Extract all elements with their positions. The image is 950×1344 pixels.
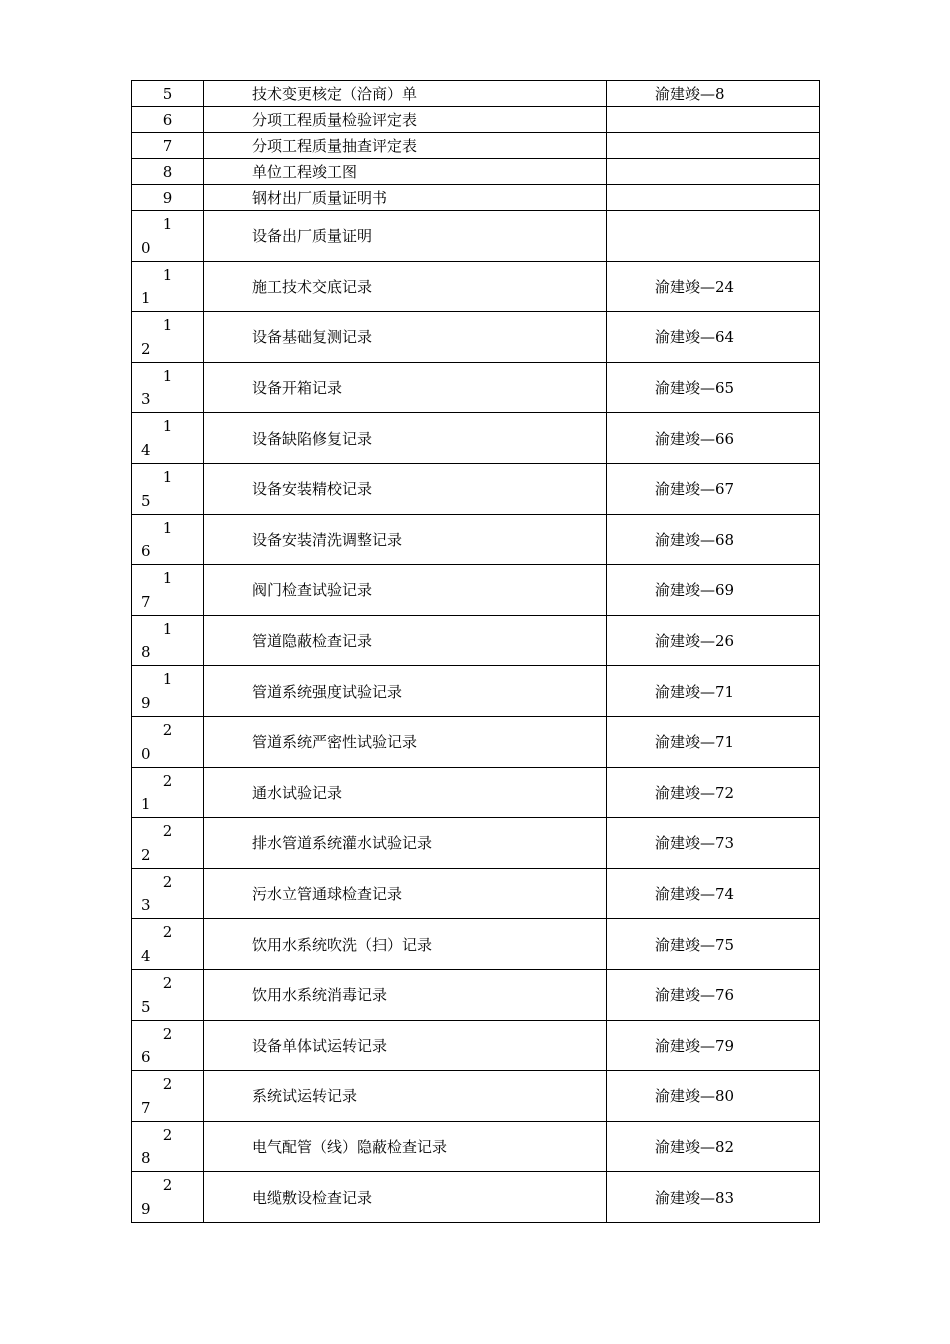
- row-number: 2 7: [132, 1071, 204, 1122]
- row-number: 1 4: [132, 413, 204, 464]
- form-code: 渝建竣—71: [607, 666, 820, 717]
- row-number: 2 3: [132, 868, 204, 919]
- document-name: 设备缺陷修复记录: [204, 413, 607, 464]
- row-number: 8: [132, 159, 204, 185]
- document-name: 排水管道系统灌水试验记录: [204, 818, 607, 869]
- document-name: 设备安装清洗调整记录: [204, 514, 607, 565]
- form-code: 渝建竣—83: [607, 1172, 820, 1223]
- document-name: 电气配管（线）隐蔽检查记录: [204, 1121, 607, 1172]
- table-row: [132, 969, 820, 1020]
- row-number: 2 1: [132, 767, 204, 818]
- form-code: 渝建竣—24: [607, 261, 820, 312]
- row-number: 2 6: [132, 1020, 204, 1071]
- table-row: [132, 185, 820, 211]
- row-number: 6: [132, 107, 204, 133]
- document-name: 设备安装精校记录: [204, 463, 607, 514]
- form-code: 渝建竣—71: [607, 716, 820, 767]
- document-name: 设备基础复测记录: [204, 312, 607, 363]
- form-code: 渝建竣—80: [607, 1071, 820, 1122]
- table-row: [132, 413, 820, 464]
- form-code: 渝建竣—79: [607, 1020, 820, 1071]
- document-name: 管道隐蔽检查记录: [204, 615, 607, 666]
- row-number: 1 8: [132, 615, 204, 666]
- table-row: [132, 868, 820, 919]
- form-code: 渝建竣—65: [607, 362, 820, 413]
- document-name: 污水立管通球检查记录: [204, 868, 607, 919]
- form-code: 渝建竣—64: [607, 312, 820, 363]
- document-name: 技术变更核定（洽商）单: [204, 81, 607, 107]
- form-code: 渝建竣—72: [607, 767, 820, 818]
- form-code: [607, 133, 820, 159]
- document-name: 施工技术交底记录: [204, 261, 607, 312]
- row-number: 2 2: [132, 818, 204, 869]
- document-name: 通水试验记录: [204, 767, 607, 818]
- table-row: [132, 666, 820, 717]
- form-code: 渝建竣—69: [607, 565, 820, 616]
- row-number: 1 1: [132, 261, 204, 312]
- form-code: [607, 211, 820, 262]
- table-row: [132, 818, 820, 869]
- table-row: [132, 1071, 820, 1122]
- document-name: 管道系统严密性试验记录: [204, 716, 607, 767]
- row-number: 1 9: [132, 666, 204, 717]
- table-row: [132, 362, 820, 413]
- table-row: [132, 919, 820, 970]
- form-code: 渝建竣—75: [607, 919, 820, 970]
- row-number: 1 5: [132, 463, 204, 514]
- row-number: 1 2: [132, 312, 204, 363]
- table-row: [132, 463, 820, 514]
- form-code: [607, 159, 820, 185]
- document-name: 系统试运转记录: [204, 1071, 607, 1122]
- table-row: [132, 133, 820, 159]
- document-name: 阀门检查试验记录: [204, 565, 607, 616]
- row-number: 2 8: [132, 1121, 204, 1172]
- document-name: 单位工程竣工图: [204, 159, 607, 185]
- row-number: 2 0: [132, 716, 204, 767]
- table-row: [132, 211, 820, 262]
- form-code: [607, 107, 820, 133]
- form-code: [607, 185, 820, 211]
- table-row: [132, 1121, 820, 1172]
- document-name: 分项工程质量抽查评定表: [204, 133, 607, 159]
- document-name: 电缆敷设检查记录: [204, 1172, 607, 1223]
- row-number: 1 6: [132, 514, 204, 565]
- row-number: 7: [132, 133, 204, 159]
- row-number: 2 5: [132, 969, 204, 1020]
- form-code: 渝建竣—67: [607, 463, 820, 514]
- document-name: 管道系统强度试验记录: [204, 666, 607, 717]
- form-code: 渝建竣—8: [607, 81, 820, 107]
- form-code: 渝建竣—82: [607, 1121, 820, 1172]
- document-index-table: [131, 80, 820, 1223]
- form-code: 渝建竣—26: [607, 615, 820, 666]
- form-code: 渝建竣—73: [607, 818, 820, 869]
- table-row: [132, 312, 820, 363]
- document-name: 饮用水系统消毒记录: [204, 969, 607, 1020]
- row-number: 1 3: [132, 362, 204, 413]
- table-row: [132, 81, 820, 107]
- table-row: [132, 159, 820, 185]
- form-code: 渝建竣—74: [607, 868, 820, 919]
- table-row: [132, 107, 820, 133]
- table-row: [132, 261, 820, 312]
- document-name: 饮用水系统吹洗（扫）记录: [204, 919, 607, 970]
- document-name: 设备单体试运转记录: [204, 1020, 607, 1071]
- form-code: 渝建竣—68: [607, 514, 820, 565]
- table-row: [132, 1020, 820, 1071]
- table-row: [132, 1172, 820, 1223]
- document-name: 设备出厂质量证明: [204, 211, 607, 262]
- table-row: [132, 514, 820, 565]
- document-name: 钢材出厂质量证明书: [204, 185, 607, 211]
- row-number: 2 4: [132, 919, 204, 970]
- row-number: 2 9: [132, 1172, 204, 1223]
- row-number: 9: [132, 185, 204, 211]
- row-number: 1 0: [132, 211, 204, 262]
- row-number: 5: [132, 81, 204, 107]
- document-name: 分项工程质量检验评定表: [204, 107, 607, 133]
- document-name: 设备开箱记录: [204, 362, 607, 413]
- table-row: [132, 565, 820, 616]
- table-row: [132, 615, 820, 666]
- table-row: [132, 716, 820, 767]
- table-row: [132, 767, 820, 818]
- row-number: 1 7: [132, 565, 204, 616]
- form-code: 渝建竣—66: [607, 413, 820, 464]
- form-code: 渝建竣—76: [607, 969, 820, 1020]
